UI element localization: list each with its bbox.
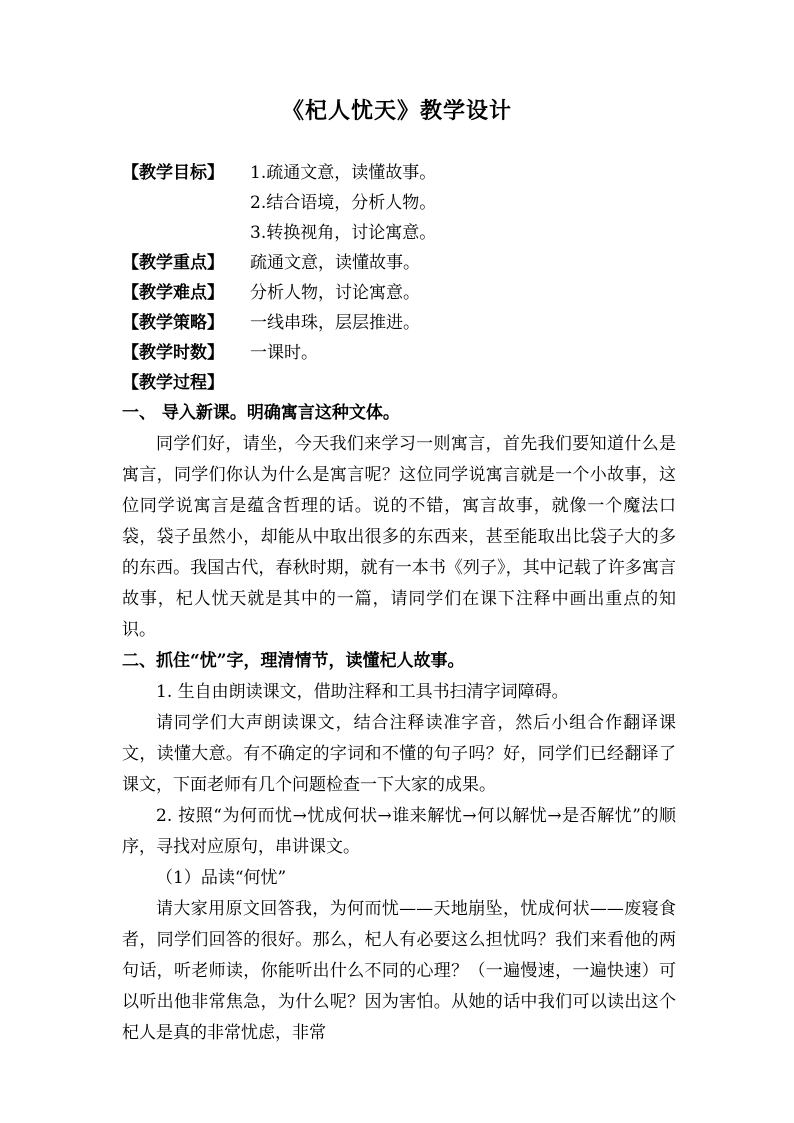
focus-label: 【教学重点】 [122,253,224,273]
strategy-row [122,308,682,338]
focus-row [122,248,682,278]
lesson-meta [122,158,682,398]
difficulty-label: 【教学难点】 [122,283,224,303]
document-title: 《杞人忧天》教学设计 [281,98,512,124]
section-2-item-1: 1. 生自由朗读课文，借助注释和工具书扫清字词障碍。 [156,682,569,702]
goal-row [122,218,682,248]
goal-item: 3.转换视角，讨论寓意。 [250,223,437,243]
process-label: 【教学过程】 [122,373,224,393]
hours-label: 【教学时数】 [122,343,224,363]
section-1-heading: 一、 导入新课。明确寓言这种文体。 [122,403,400,423]
lesson-body [122,398,676,1049]
strategy-value: 一线串珠，层层推进。 [250,313,420,333]
strategy-label: 【教学策略】 [122,313,224,333]
hours-row [122,338,682,368]
goal-label: 【教学目标】 [122,163,224,183]
section-2-heading: 二、抓住“忧”字，理清情节，读懂杞人故事。 [122,651,465,671]
difficulty-value: 分析人物，讨论寓意。 [250,283,420,303]
goal-item: 1.疏通文意，读懂故事。 [250,163,437,183]
difficulty-row [122,278,682,308]
process-row [122,368,682,398]
focus-value: 疏通文意，读懂故事。 [250,253,420,273]
goal-item: 2.结合语境，分析人物。 [250,193,437,213]
hours-value: 一课时。 [250,343,318,363]
goal-row [122,158,682,188]
section-2-paragraph-2: 请大家用原文回答我，为何而忧——天地崩坠，忧成何状——废寝食者，同学们回答的很好。那么，杞人有必要这么担忧吗？我们来看他的两句话，听老师读，你能听出什么不同的心理？（一遍慢速，一遍快速）可以听出他非常焦急，为什么呢？因为害怕。从她的话中我们可以读出这个杞人是真的非常忧虑，非常 [122,899,676,1043]
section-2-item-2: 2. 按照“为何而忧→忧成何状→谁来解忧→何以解忧→是否解忧”的顺序，寻找对应原句，串讲课文。 [122,806,676,857]
section-2-subheading-1: （1）品读“何忧” [156,868,287,888]
section-1-paragraph: 同学们好，请坐，今天我们来学习一则寓言，首先我们要知道什么是寓言，同学们你认为什么是寓言呢？这位同学说寓言就是一个小故事，这位同学说寓言是蕴含哲理的话。说的不错，寓言故事，就像一个魔法口袋，袋子虽然小，却能从中取出很多的东西来，甚至能取出比袋子大的多的东西。我国古代，春秋时期，就有一本书《列子》，其中记载了许多寓言故事，杞人忧天就是其中的一篇，请同学们在课下注释中画出重点的知识。 [122,434,676,640]
goal-row [122,188,682,218]
section-2-paragraph-1: 请同学们大声朗读课文，结合注释读准字音，然后小组合作翻译课文，读懂大意。有不确定的字词和不懂的句子吗？好，同学们已经翻译了课文，下面老师有几个问题检查一下大家的成果。 [122,713,676,795]
